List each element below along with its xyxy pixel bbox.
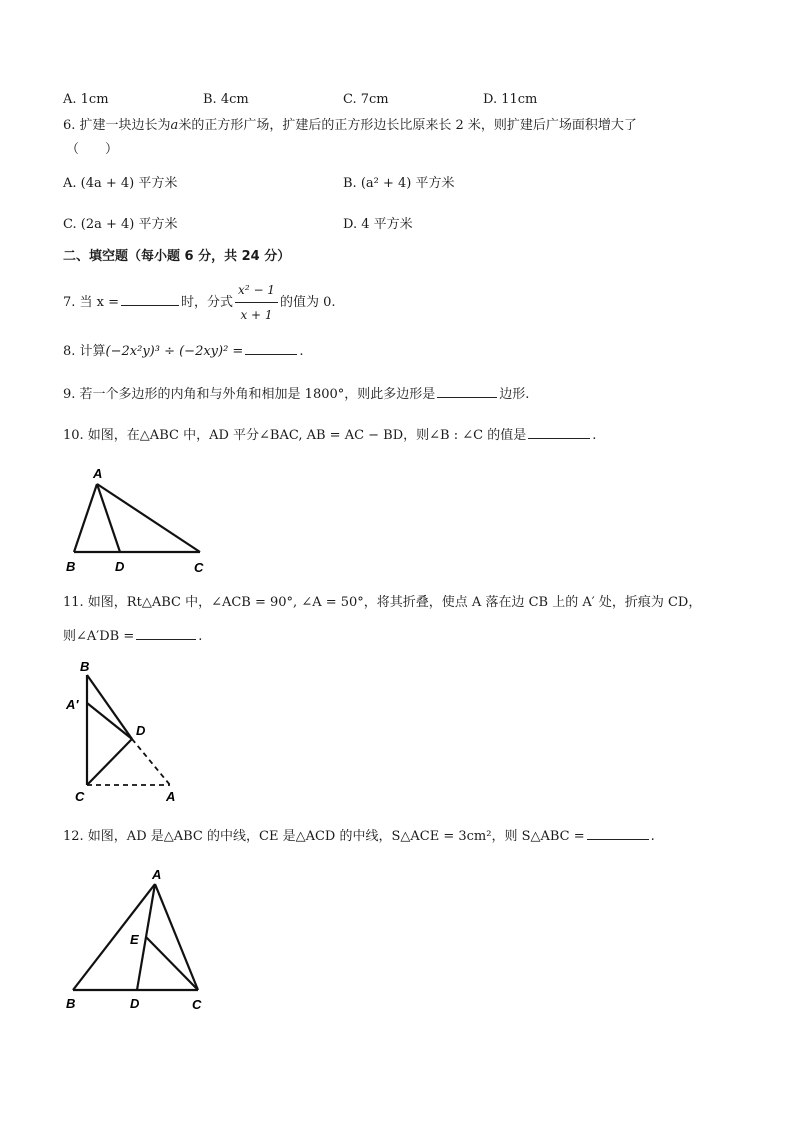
q12-text: 12. 如图，AD 是△ABC 的中线，CE 是△ACD 的中线，S△ACE = 3cm²，则 S△ABC = [63,829,585,844]
q12-segment-ab [73,884,155,990]
q10-line [63,428,596,444]
q10-figure [60,460,220,580]
q12-label-a: A [152,867,162,882]
q10-label-d: D [115,559,125,574]
q10-segment-ac [97,484,200,552]
q11-answer-blank[interactable] [136,638,196,640]
q6-stem-after: 米的正方形广场，扩建后的正方形边长比原来长 2 米，则扩建后广场面积增大了 [178,118,637,133]
q5-option-a: A. 1cm [63,92,109,107]
q5-option-c: C. 7cm [343,92,389,107]
q6-option-b: B. (a² + 4) 平方米 [343,176,455,191]
q5-option-d: D. 11cm [483,92,538,107]
q6-paren: （ ） [66,142,119,157]
q10-label-c: C [194,560,204,575]
q10-label-b: B [66,559,76,574]
q12-line [63,829,655,845]
q12-label-e: E [130,932,139,947]
q11-tail: . [198,629,203,644]
q6-option-a: A. (4a + 4) 平方米 [63,176,178,191]
q12-segment-ce [146,937,198,990]
q12-figure [60,862,225,1017]
q8-lead: 8. 计算 [63,344,106,359]
q10-text: 10. 如图，在△ABC 中，AD 平分∠BAC, AB = AC − BD，则∠B : ∠C 的值是 [63,428,527,443]
q9-tail: 边形. [499,387,530,402]
q11-label-d: D [136,723,146,738]
q11-dashed-da [132,739,170,785]
q7-frac-numerator: x² − 1 [235,280,278,303]
q11-segment-cd [87,739,132,785]
q7-frac-denominator: x + 1 [240,308,273,322]
q7-lead: 7. 当 x = [63,295,120,310]
q10-segment-ab [74,484,97,552]
q10-answer-blank[interactable] [528,437,590,439]
q9-lead: 9. 若一个多边形的内角和与外角和相加是 1800°，则此多边形是 [63,387,436,402]
q12-segment-ac [155,884,198,990]
q8-tail: . [299,344,304,359]
q11-line2 [63,629,202,645]
q12-label-c: C [192,997,202,1012]
q7-mid: 时，分式 [181,295,234,310]
q7-answer-blank[interactable] [121,304,179,306]
q11-label-b: B [80,659,90,674]
q12-label-b: B [66,996,76,1011]
q8-answer-blank[interactable] [245,353,297,355]
q9-answer-blank[interactable] [437,396,497,398]
q8-expression: (−2x²y)³ ÷ (−2xy)² = [105,344,244,359]
q11-figure [60,655,200,805]
q12-answer-blank[interactable] [587,838,649,840]
q5-option-b: B. 4cm [203,92,249,107]
q7-line [63,280,336,325]
q11-line2-text: 则∠A′DB = [63,629,135,644]
q8-line [63,344,303,360]
q6-stem-before: 6. 扩建一块边长为 [63,118,171,133]
q9-line [63,387,529,403]
q7-fraction [235,280,278,325]
q10-segment-ad [97,484,120,552]
q10-tail: . [592,428,597,443]
q6-option-c: C. (2a + 4) 平方米 [63,217,178,232]
q12-label-d: D [130,996,140,1011]
q6-option-d: D. 4 平方米 [343,217,413,232]
q11-line1: 11. 如图，Rt△ABC 中，∠ACB = 90°, ∠A = 50°，将其折叠，使点 A 落在边 CB 上的 A′ 处，折痕为 CD， [63,595,702,610]
q10-label-a: A [93,466,103,481]
q6-stem [63,118,637,134]
q11-label-c: C [75,789,85,804]
q6-var: a [170,118,179,133]
q11-label-a-prime: A′ [66,697,79,712]
q11-label-a: A [166,789,176,804]
q12-tail: . [650,829,655,844]
section-heading: 二、填空题（每小题 6 分，共 24 分） [63,249,291,264]
q7-tail: 的值为 0. [279,295,336,310]
